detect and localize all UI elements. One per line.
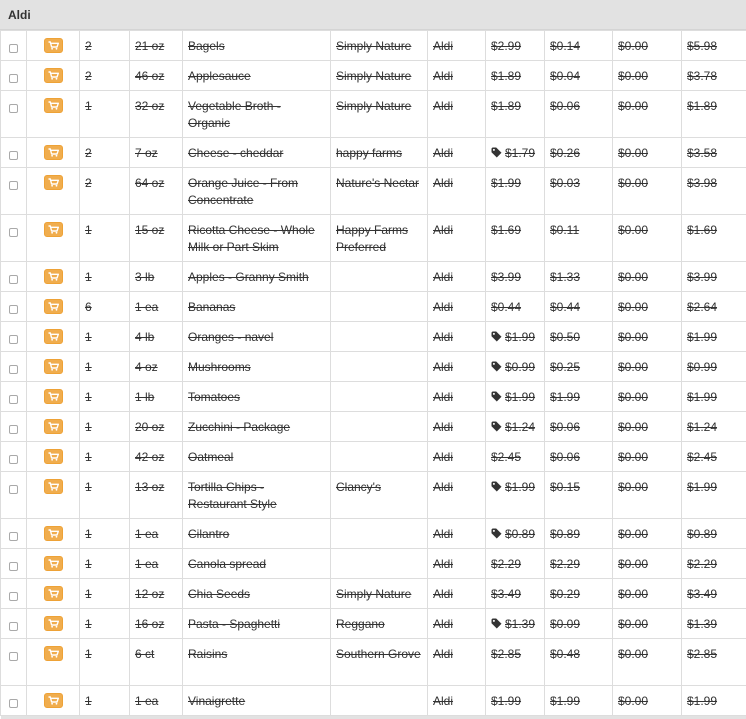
item-total: $3.98 bbox=[687, 176, 717, 190]
row-checkbox[interactable] bbox=[9, 335, 18, 344]
item-name: Apples - Granny Smith bbox=[188, 270, 309, 284]
shopping-cart-icon bbox=[48, 482, 59, 491]
item-price: $1.24 bbox=[505, 420, 535, 434]
item-quantity: 1 bbox=[85, 557, 92, 571]
table-row bbox=[1, 609, 746, 639]
item-total: $3.49 bbox=[687, 587, 717, 601]
row-checkbox[interactable] bbox=[9, 44, 18, 53]
item-unit-price: $0.14 bbox=[550, 39, 580, 53]
table-row bbox=[1, 352, 746, 382]
item-discount: $0.00 bbox=[618, 647, 648, 661]
item-name: Cilantro bbox=[188, 527, 229, 541]
item-price-cell bbox=[486, 61, 545, 91]
item-brand: Reggano bbox=[336, 617, 385, 631]
item-price: $0.89 bbox=[505, 527, 535, 541]
price-tag-icon bbox=[491, 420, 502, 437]
row-checkbox[interactable] bbox=[9, 592, 18, 601]
add-to-cart-button[interactable] bbox=[44, 586, 63, 601]
table-footer bbox=[1, 716, 746, 719]
item-size: 4 oz bbox=[135, 360, 158, 374]
item-price: $0.44 bbox=[491, 300, 521, 314]
item-discount: $0.00 bbox=[618, 617, 648, 631]
item-store: Aldi bbox=[433, 694, 453, 708]
item-store: Aldi bbox=[433, 146, 453, 160]
table-row bbox=[1, 686, 746, 716]
item-quantity: 1 bbox=[85, 270, 92, 284]
item-discount: $0.00 bbox=[618, 694, 648, 708]
item-unit-price: $0.03 bbox=[550, 176, 580, 190]
item-name: Vinaigrette bbox=[188, 694, 245, 708]
add-to-cart-button[interactable] bbox=[44, 389, 63, 404]
store-name: Aldi bbox=[8, 8, 31, 22]
item-price-cell bbox=[486, 639, 545, 686]
item-size: 4 lb bbox=[135, 330, 154, 344]
item-quantity: 1 bbox=[85, 420, 92, 434]
item-name: Zucchini - Package bbox=[188, 420, 290, 434]
row-checkbox[interactable] bbox=[9, 622, 18, 631]
add-to-cart-button[interactable] bbox=[44, 68, 63, 83]
item-unit-price: $0.06 bbox=[550, 420, 580, 434]
table-row bbox=[1, 168, 746, 215]
item-price-cell bbox=[486, 352, 545, 382]
item-size: 42 oz bbox=[135, 450, 164, 464]
item-store: Aldi bbox=[433, 300, 453, 314]
item-unit-price: $2.29 bbox=[550, 557, 580, 571]
table-row bbox=[1, 412, 746, 442]
add-to-cart-button[interactable] bbox=[44, 359, 63, 374]
item-size: 6 ct bbox=[135, 647, 154, 661]
item-total: $2.85 bbox=[687, 647, 717, 661]
item-price-cell bbox=[486, 412, 545, 442]
item-store: Aldi bbox=[433, 480, 453, 494]
item-quantity: 1 bbox=[85, 390, 92, 404]
row-checkbox[interactable] bbox=[9, 562, 18, 571]
item-discount: $0.00 bbox=[618, 39, 648, 53]
item-price: $1.99 bbox=[491, 694, 521, 708]
item-unit-price: $0.50 bbox=[550, 330, 580, 344]
item-store: Aldi bbox=[433, 69, 453, 83]
item-total: $0.99 bbox=[687, 360, 717, 374]
item-discount: $0.00 bbox=[618, 390, 648, 404]
item-unit-price: $0.09 bbox=[550, 617, 580, 631]
add-to-cart-button[interactable] bbox=[44, 556, 63, 571]
item-price: $3.49 bbox=[491, 587, 521, 601]
item-size: 1 lb bbox=[135, 390, 154, 404]
item-quantity: 2 bbox=[85, 69, 92, 83]
item-size: 46 oz bbox=[135, 69, 164, 83]
table-row bbox=[1, 639, 746, 686]
item-price-cell bbox=[486, 442, 545, 472]
item-total: $5.98 bbox=[687, 39, 717, 53]
item-total: $2.64 bbox=[687, 300, 717, 314]
item-size: 13 oz bbox=[135, 480, 164, 494]
shopping-cart-icon bbox=[48, 272, 59, 281]
table-row bbox=[1, 579, 746, 609]
price-tag-icon bbox=[491, 480, 502, 497]
shopping-cart-icon bbox=[48, 529, 59, 538]
item-quantity: 1 bbox=[85, 527, 92, 541]
item-name: Oranges - navel bbox=[188, 330, 273, 344]
item-unit-price: $0.25 bbox=[550, 360, 580, 374]
item-discount: $0.00 bbox=[618, 557, 648, 571]
item-store: Aldi bbox=[433, 176, 453, 190]
item-quantity: 1 bbox=[85, 647, 92, 661]
add-to-cart-button[interactable] bbox=[44, 616, 63, 631]
item-unit-price: $0.15 bbox=[550, 480, 580, 494]
item-price-cell bbox=[486, 609, 545, 639]
item-unit-price: $0.06 bbox=[550, 99, 580, 113]
item-brand: Simply Nature bbox=[336, 99, 411, 113]
row-checkbox[interactable] bbox=[9, 652, 18, 661]
row-checkbox[interactable] bbox=[9, 228, 18, 237]
item-price-cell bbox=[486, 215, 545, 262]
row-checkbox[interactable] bbox=[9, 305, 18, 314]
item-discount: $0.00 bbox=[618, 69, 648, 83]
item-price: $1.89 bbox=[491, 69, 521, 83]
row-checkbox[interactable] bbox=[9, 455, 18, 464]
item-name: Bagels bbox=[188, 39, 225, 53]
item-total: $3.78 bbox=[687, 69, 717, 83]
item-store: Aldi bbox=[433, 39, 453, 53]
add-to-cart-button[interactable] bbox=[44, 526, 63, 541]
item-price: $1.99 bbox=[505, 480, 535, 494]
item-name: Pasta - Spaghetti bbox=[188, 617, 280, 631]
item-size: 1 ea bbox=[135, 557, 158, 571]
add-to-cart-button[interactable] bbox=[44, 145, 63, 160]
item-price: $2.29 bbox=[491, 557, 521, 571]
item-total: $0.89 bbox=[687, 527, 717, 541]
item-brand: happy farms bbox=[336, 146, 402, 160]
item-store: Aldi bbox=[433, 420, 453, 434]
item-discount: $0.00 bbox=[618, 587, 648, 601]
row-checkbox[interactable] bbox=[9, 425, 18, 434]
row-checkbox[interactable] bbox=[9, 532, 18, 541]
item-price: $1.99 bbox=[505, 390, 535, 404]
item-store: Aldi bbox=[433, 390, 453, 404]
item-discount: $0.00 bbox=[618, 223, 648, 237]
shopping-cart-icon bbox=[48, 392, 59, 401]
item-price-cell bbox=[486, 31, 545, 61]
add-to-cart-button[interactable] bbox=[44, 449, 63, 464]
item-store: Aldi bbox=[433, 360, 453, 374]
item-quantity: 1 bbox=[85, 99, 92, 113]
item-discount: $0.00 bbox=[618, 527, 648, 541]
table-row bbox=[1, 292, 746, 322]
item-size: 32 oz bbox=[135, 99, 164, 113]
item-price: $1.99 bbox=[505, 330, 535, 344]
item-discount: $0.00 bbox=[618, 360, 648, 374]
shopping-cart-icon bbox=[48, 559, 59, 568]
add-to-cart-button[interactable] bbox=[44, 269, 63, 284]
item-price-cell bbox=[486, 322, 545, 352]
row-checkbox[interactable] bbox=[9, 275, 18, 284]
row-checkbox[interactable] bbox=[9, 181, 18, 190]
add-to-cart-button[interactable] bbox=[44, 329, 63, 344]
item-store: Aldi bbox=[433, 99, 453, 113]
price-tag-icon bbox=[491, 390, 502, 407]
table-row bbox=[1, 91, 746, 138]
shopping-cart-icon bbox=[48, 178, 59, 187]
item-unit-price: $0.26 bbox=[550, 146, 580, 160]
row-checkbox[interactable] bbox=[9, 365, 18, 374]
item-price: $1.69 bbox=[491, 223, 521, 237]
shopping-cart-icon bbox=[48, 148, 59, 157]
item-discount: $0.00 bbox=[618, 330, 648, 344]
add-to-cart-button[interactable] bbox=[44, 175, 63, 190]
item-price: $1.99 bbox=[491, 176, 521, 190]
item-price: $2.85 bbox=[491, 647, 521, 661]
price-tag-icon bbox=[491, 617, 502, 634]
item-quantity: 1 bbox=[85, 330, 92, 344]
item-total: $1.24 bbox=[687, 420, 717, 434]
item-unit-price: $0.29 bbox=[550, 587, 580, 601]
item-unit-price: $1.99 bbox=[550, 694, 580, 708]
item-price-cell bbox=[486, 579, 545, 609]
item-brand: Simply Nature bbox=[336, 39, 411, 53]
row-checkbox[interactable] bbox=[9, 104, 18, 113]
item-discount: $0.00 bbox=[618, 176, 648, 190]
item-quantity: 1 bbox=[85, 694, 92, 708]
item-size: 1 ea bbox=[135, 694, 158, 708]
item-price: $2.45 bbox=[491, 450, 521, 464]
shopping-list-table bbox=[0, 30, 746, 719]
item-brand: Happy Farms Preferred bbox=[336, 223, 408, 254]
item-discount: $0.00 bbox=[618, 450, 648, 464]
add-to-cart-button[interactable] bbox=[44, 222, 63, 237]
item-price-cell bbox=[486, 549, 545, 579]
add-to-cart-button[interactable] bbox=[44, 646, 63, 661]
table-row bbox=[1, 322, 746, 352]
table-row bbox=[1, 519, 746, 549]
item-total: $3.58 bbox=[687, 146, 717, 160]
item-store: Aldi bbox=[433, 270, 453, 284]
item-total: $1.89 bbox=[687, 99, 717, 113]
item-brand: Simply Nature bbox=[336, 587, 411, 601]
item-total: $1.69 bbox=[687, 223, 717, 237]
item-size: 1 ea bbox=[135, 300, 158, 314]
item-quantity: 1 bbox=[85, 587, 92, 601]
add-to-cart-button[interactable] bbox=[44, 98, 63, 113]
item-name: Mushrooms bbox=[188, 360, 251, 374]
item-name: Chia Seeds bbox=[188, 587, 250, 601]
item-size: 16 oz bbox=[135, 617, 164, 631]
item-store: Aldi bbox=[433, 587, 453, 601]
item-price-cell bbox=[486, 382, 545, 412]
item-price-cell bbox=[486, 138, 545, 168]
item-name: Cheese - cheddar bbox=[188, 146, 283, 160]
item-size: 64 oz bbox=[135, 176, 164, 190]
item-total: $1.99 bbox=[687, 480, 717, 494]
table-row bbox=[1, 549, 746, 579]
item-size: 15 oz bbox=[135, 223, 164, 237]
item-quantity: 1 bbox=[85, 617, 92, 631]
item-total: $2.45 bbox=[687, 450, 717, 464]
item-name: Vegetable Broth - Organic bbox=[188, 99, 281, 130]
item-total: $1.39 bbox=[687, 617, 717, 631]
item-store: Aldi bbox=[433, 617, 453, 631]
price-tag-icon bbox=[491, 527, 502, 544]
item-discount: $0.00 bbox=[618, 270, 648, 284]
item-unit-price: $0.48 bbox=[550, 647, 580, 661]
item-quantity: 1 bbox=[85, 450, 92, 464]
table-row bbox=[1, 382, 746, 412]
item-quantity: 2 bbox=[85, 146, 92, 160]
item-price-cell bbox=[486, 686, 545, 716]
table-row bbox=[1, 215, 746, 262]
item-total: $1.99 bbox=[687, 694, 717, 708]
item-price-cell bbox=[486, 292, 545, 322]
shopping-cart-icon bbox=[48, 225, 59, 234]
item-unit-price: $0.04 bbox=[550, 69, 580, 83]
table-row bbox=[1, 31, 746, 61]
row-checkbox[interactable] bbox=[9, 74, 18, 83]
item-name: Raisins bbox=[188, 647, 227, 661]
item-quantity: 1 bbox=[85, 360, 92, 374]
item-unit-price: $0.44 bbox=[550, 300, 580, 314]
item-unit-price: $0.06 bbox=[550, 450, 580, 464]
item-unit-price: $0.89 bbox=[550, 527, 580, 541]
item-name: Oatmeal bbox=[188, 450, 233, 464]
item-quantity: 1 bbox=[85, 223, 92, 237]
shopping-cart-icon bbox=[48, 619, 59, 628]
shopping-cart-icon bbox=[48, 71, 59, 80]
add-to-cart-button[interactable] bbox=[44, 38, 63, 53]
item-size: 7 oz bbox=[135, 146, 158, 160]
row-checkbox[interactable] bbox=[9, 485, 18, 494]
shopping-cart-icon bbox=[48, 41, 59, 50]
item-price: $2.99 bbox=[491, 39, 521, 53]
item-store: Aldi bbox=[433, 450, 453, 464]
shopping-cart-icon bbox=[48, 589, 59, 598]
row-checkbox[interactable] bbox=[9, 151, 18, 160]
item-name: Tomatoes bbox=[188, 390, 240, 404]
item-price-cell bbox=[486, 519, 545, 549]
item-total: $3.99 bbox=[687, 270, 717, 284]
shopping-cart-icon bbox=[48, 649, 59, 658]
shopping-cart-icon bbox=[48, 302, 59, 311]
table-row bbox=[1, 262, 746, 292]
price-tag-icon bbox=[491, 360, 502, 377]
table-row bbox=[1, 138, 746, 168]
item-price: $1.39 bbox=[505, 617, 535, 631]
item-brand: Clancy's bbox=[336, 480, 381, 494]
item-total: $1.99 bbox=[687, 390, 717, 404]
item-price: $3.99 bbox=[491, 270, 521, 284]
item-name: Bananas bbox=[188, 300, 235, 314]
item-name: Applesauce bbox=[188, 69, 251, 83]
store-header bbox=[0, 0, 746, 30]
item-store: Aldi bbox=[433, 647, 453, 661]
item-unit-price: $1.33 bbox=[550, 270, 580, 284]
price-tag-icon bbox=[491, 330, 502, 347]
shopping-cart-icon bbox=[48, 452, 59, 461]
item-price-cell bbox=[486, 168, 545, 215]
item-name: Tortilla Chips - Restaurant Style bbox=[188, 480, 277, 511]
shopping-cart-icon bbox=[48, 422, 59, 431]
item-discount: $0.00 bbox=[618, 420, 648, 434]
item-unit-price: $0.11 bbox=[550, 223, 579, 237]
item-store: Aldi bbox=[433, 330, 453, 344]
item-discount: $0.00 bbox=[618, 99, 648, 113]
shopping-cart-icon bbox=[48, 101, 59, 110]
item-total: $1.99 bbox=[687, 330, 717, 344]
add-to-cart-button[interactable] bbox=[44, 693, 63, 708]
table-row bbox=[1, 472, 746, 519]
item-brand: Simply Nature bbox=[336, 69, 411, 83]
item-total: $2.29 bbox=[687, 557, 717, 571]
item-price: $1.89 bbox=[491, 99, 521, 113]
item-brand: Southern Grove bbox=[336, 647, 421, 661]
table-row bbox=[1, 61, 746, 91]
item-store: Aldi bbox=[433, 223, 453, 237]
price-tag-icon bbox=[491, 146, 502, 163]
item-name: Orange Juice - From Concentrate bbox=[188, 176, 298, 207]
row-checkbox[interactable] bbox=[9, 395, 18, 404]
item-name: Ricotta Cheese - Whole Milk or Part Skim bbox=[188, 223, 315, 254]
add-to-cart-button[interactable] bbox=[44, 299, 63, 314]
item-unit-price: $1.99 bbox=[550, 390, 580, 404]
item-size: 1 ea bbox=[135, 527, 158, 541]
shopping-cart-icon bbox=[48, 362, 59, 371]
row-checkbox[interactable] bbox=[9, 699, 18, 708]
item-discount: $0.00 bbox=[618, 300, 648, 314]
item-quantity: 6 bbox=[85, 300, 92, 314]
item-price-cell bbox=[486, 262, 545, 292]
item-quantity: 1 bbox=[85, 480, 92, 494]
add-to-cart-button[interactable] bbox=[44, 419, 63, 434]
shopping-cart-icon bbox=[48, 332, 59, 341]
shopping-cart-icon bbox=[48, 696, 59, 705]
item-size: 3 lb bbox=[135, 270, 154, 284]
item-brand: Nature's Nectar bbox=[336, 176, 419, 190]
item-quantity: 2 bbox=[85, 176, 92, 190]
item-discount: $0.00 bbox=[618, 146, 648, 160]
item-store: Aldi bbox=[433, 557, 453, 571]
item-price: $1.79 bbox=[505, 146, 535, 160]
item-price-cell bbox=[486, 91, 545, 138]
item-size: 20 oz bbox=[135, 420, 164, 434]
add-to-cart-button[interactable] bbox=[44, 479, 63, 494]
item-quantity: 2 bbox=[85, 39, 92, 53]
item-size: 12 oz bbox=[135, 587, 164, 601]
table-row bbox=[1, 442, 746, 472]
item-price-cell bbox=[486, 472, 545, 519]
item-size: 21 oz bbox=[135, 39, 164, 53]
item-name: Canola spread bbox=[188, 557, 266, 571]
item-store: Aldi bbox=[433, 527, 453, 541]
item-price: $0.99 bbox=[505, 360, 535, 374]
item-discount: $0.00 bbox=[618, 480, 648, 494]
